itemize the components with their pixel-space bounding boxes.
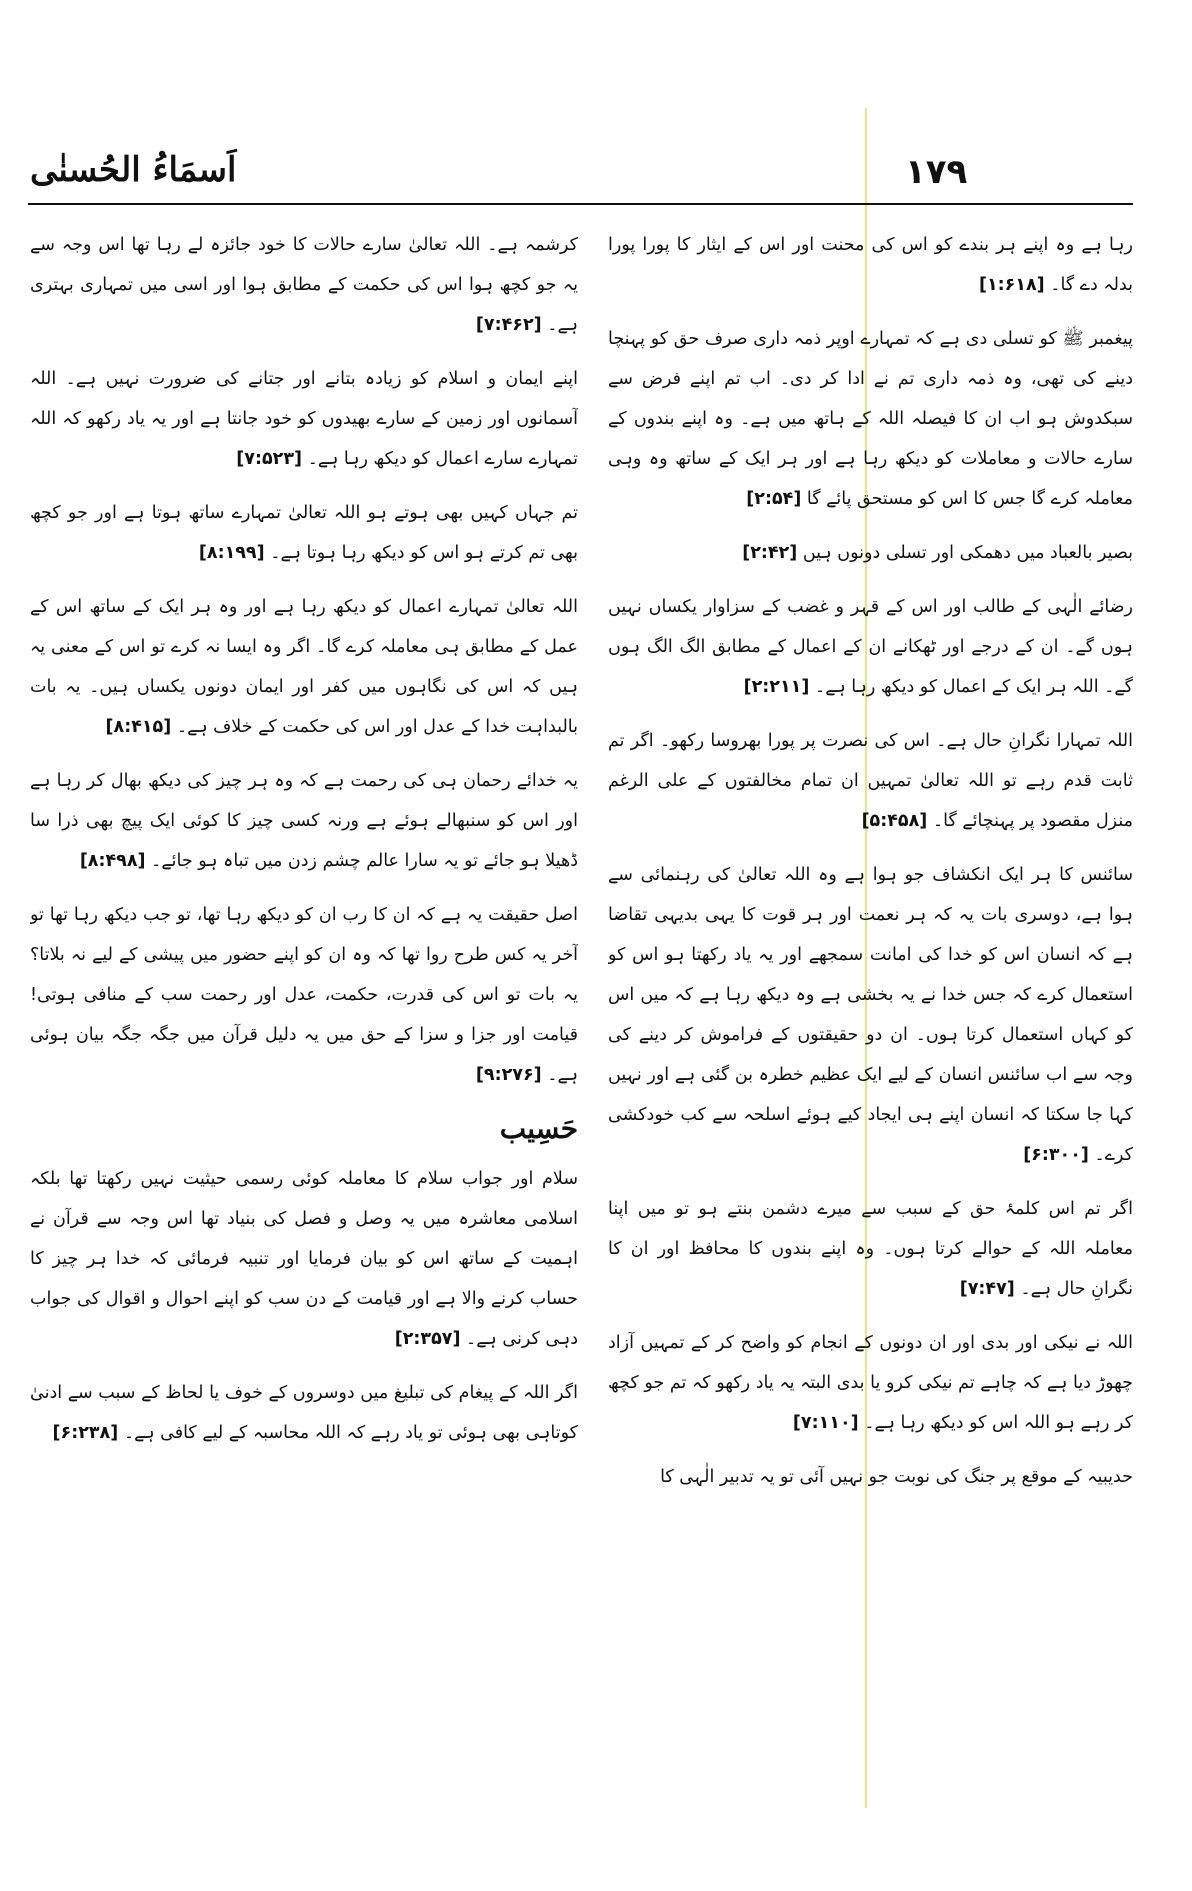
- paragraph: [608, 225, 1133, 305]
- page-number: ۱۷۹: [905, 152, 968, 192]
- reference: [۷:۱۱۰]: [792, 1413, 859, 1433]
- paragraph-text: یہ خدائے رحمان ہی کی رحمت ہے کہ وہ ہر چیز کی دیکھ بھال کر رہا ہے اور اس کو سنبھالے ہوئے ہے ورنہ کسی چیز کا کوئی ایک پیچ بھی ذرا سا ڈھیلا ہو جائے تو یہ سارا عالم چشم زدن میں تباہ ہو جائے۔: [30, 771, 578, 871]
- section-heading: حَسِیب: [499, 1112, 578, 1145]
- paragraph-text: اگر تم اس کلمۂ حق کے سبب سے میرے دشمن بنتے ہو تو میں اپنا معاملہ اللہ کے حوالے کرتا ہوں۔ وہ اپنے بندوں کا محافظ اور ان کا نگرانِ حال ہے۔: [608, 1199, 1133, 1299]
- paragraph-text: اپنے ایمان و اسلام کو زیادہ بتانے اور جتانے کی ضرورت نہیں ہے۔ اللہ آسمانوں اور زمین کے سارے بھیدوں کو خود جانتا ہے اور یہ یاد رکھو کہ اللہ تمہارے سارے اعمال کو دیکھ رہا ہے۔: [30, 369, 578, 469]
- reference: [۲:۲۱۱]: [743, 677, 810, 697]
- paragraph: [608, 855, 1133, 1175]
- paragraph-text: رہا ہے وہ اپنے ہر بندے کو اس کی محنت اور اس کے ایثار کا پورا پورا بدلہ دے گا۔: [608, 235, 1133, 295]
- paragraph-text: اگر اللہ کے پیغام کی تبلیغ میں دوسروں کے خوف یا لحاظ کے سبب سے ادنیٰ کوتاہی بھی ہوئی تو یاد رہے کہ اللہ محاسبہ کے لیے کافی ہے۔: [30, 1383, 578, 1443]
- reference: [۸:۴۹۸]: [79, 851, 146, 871]
- paragraph-text: پیغمبر ﷺ کو تسلی دی ہے کہ تمہارے اوپر ذمہ داری صرف حق کو پہنچا دینے کی تھی، وہ ذمہ داری تم نے ادا کر دی۔ اب تم اپنے فرض سے سبکدوش ہو اب ان کا فیصلہ اللہ کے ہاتھ میں ہے۔ وہ اپنے بندوں کے سارے حالات و معاملات کو دیکھ رہا ہے اور ہر ایک کے ساتھ وہ وہی معاملہ کرے گا جس کا اس کو مستحق پائے گا: [608, 329, 1133, 509]
- paragraph: [608, 319, 1133, 519]
- paragraph-text: اللہ تمہارا نگرانِ حال ہے۔ اس کی نصرت پر پورا بھروسا رکھو۔ اگر تم ثابت قدم رہے تو اللہ تعالیٰ تمہیں ان تمام مخالفتوں کے علی الرغم منزل مقصود پر پہنچائے گا۔: [608, 731, 1133, 831]
- header-rule: [28, 203, 1133, 205]
- reference: [۸:۱۹۹]: [198, 543, 265, 563]
- paragraph: [608, 533, 1133, 573]
- reference: [۲:۳۵۷]: [394, 1329, 461, 1349]
- running-title: اَسمَاءُ الحُسنٰی: [30, 150, 237, 190]
- right-column: [608, 225, 1133, 1815]
- reference: [۲:۴۲]: [742, 543, 798, 563]
- paragraph-text: تم جہاں کہیں بھی ہوتے ہو اللہ تعالیٰ تمہارے ساتھ ہوتا ہے اور جو کچھ بھی تم کرتے ہو اس کو دیکھ رہا ہوتا ہے۔: [30, 503, 578, 563]
- paragraph: [30, 761, 578, 881]
- paragraph: [608, 1457, 1133, 1497]
- paragraph-text: رضائے الٰہی کے طالب اور اس کے قہر و غضب کے سزاوار یکساں نہیں ہوں گے۔ ان کے درجے اور ٹھکانے ان کے اعمال کے مطابق الگ الگ ہوں گے۔ اللہ ہر ایک کے اعمال کو دیکھ رہا ہے۔: [608, 597, 1133, 697]
- reference: [۷:۵۲۳]: [236, 449, 303, 469]
- paragraph-text: اللہ نے نیکی اور بدی اور ان دونوں کے انجام کو واضح کر کے تمہیں آزاد چھوڑ دیا ہے کہ چاہے تم نیکی کرو یا بدی البتہ یہ یاد رکھو کہ تم جو کچھ کر رہے ہو اللہ اس کو دیکھ رہا ہے۔: [608, 1333, 1133, 1433]
- paragraph-text: حدیبیہ کے موقع پر جنگ کی نوبت جو نہیں آئی تو یہ تدبیر الٰہی کا: [660, 1467, 1133, 1487]
- paragraph: [608, 1323, 1133, 1443]
- paragraph-text: اصل حقیقت یہ ہے کہ ان کا رب ان کو دیکھ رہا تھا، تو جب دیکھ رہا تھا تو آخر یہ کس طرح روا تھا کہ وہ ان کو اپنے حضور میں پیشی کے لیے نہ بلاتا؟ یہ بات تو اس کی قدرت، حکمت، عدل اور رحمت سب کے منافی ہوتی! قیامت اور جزا و سزا کے حق میں یہ دلیل قرآن میں جگہ جگہ بیان ہوئی ہے۔: [30, 905, 578, 1085]
- paragraph: [30, 587, 578, 747]
- paragraph-text: بصیر بالعباد میں دھمکی اور تسلی دونوں ہیں: [802, 543, 1133, 563]
- paragraph: [30, 225, 578, 345]
- left-column: [30, 225, 578, 1815]
- paragraph: [30, 1373, 578, 1453]
- paragraph: [608, 587, 1133, 707]
- paragraph: [30, 1159, 578, 1359]
- reference: [۵:۴۵۸]: [861, 811, 928, 831]
- paragraph: [30, 493, 578, 573]
- reference: [۹:۲۷۶]: [475, 1065, 542, 1085]
- paragraph: [30, 895, 578, 1095]
- paragraph: [608, 1189, 1133, 1309]
- paragraph-text: کرشمہ ہے۔ اللہ تعالیٰ سارے حالات کا خود جائزہ لے رہا تھا اس وجہ سے یہ جو کچھ ہوا اس کی حکمت کے مطابق ہوا اور اسی میں تمہاری بہتری ہے۔: [30, 235, 578, 335]
- reference: [۶:۳۰۰]: [1023, 1145, 1089, 1165]
- paragraph-text: سلام اور جواب سلام کا معاملہ کوئی رسمی حیثیت نہیں رکھتا تھا بلکہ اسلامی معاشرہ میں یہ وصل و فصل کی بنیاد تھا اس وجہ سے قرآن نے اہمیت کے ساتھ اس کو بیان فرمایا اور تنبیہ فرمائی کہ خدا ہر چیز کا حساب کرنے والا ہے اور قیامت کے دن سب کو اپنے احوال و اقوال کی جواب دہی کرنی ہے۔: [30, 1169, 578, 1349]
- paragraph: [30, 359, 578, 479]
- reference: [۶:۲۳۸]: [52, 1423, 119, 1443]
- paragraph-text: اللہ تعالیٰ تمہارے اعمال کو دیکھ رہا ہے اور وہ ہر ایک کے ساتھ اس کے عمل کے مطابق ہی معاملہ کرے گا۔ اگر وہ ایسا نہ کرے تو اس کے معنی یہ ہیں کہ اس کی نگاہوں میں کفر اور ایمان دونوں یکساں ہیں۔ یہ بات بالبداہت خدا کے عدل اور اس کی حکمت کے خلاف ہے۔: [30, 597, 578, 737]
- reference: [۱:۶۱۸]: [978, 275, 1045, 295]
- reference: [۲:۵۴]: [746, 489, 802, 509]
- reference: [۸:۴۱۵]: [105, 717, 172, 737]
- paragraph: [608, 721, 1133, 841]
- reference: [۷:۴۶۲]: [475, 315, 542, 335]
- reference: [۷:۴۷]: [959, 1279, 1015, 1299]
- paragraph-text: سائنس کا ہر ایک انکشاف جو ہوا ہے وہ اللہ تعالیٰ کی رہنمائی سے ہوا ہے، دوسری بات یہ کہ ہر نعمت اور ہر قوت کا یہی بدیہی تقاضا ہے کہ انسان اس کو خدا کی امانت سمجھے اور یہ یاد رکھتا ہو اس کو استعمال کرے کہ جس خدا نے یہ بخشی ہے وہ دیکھ رہا ہے کہ میں اس کو کہاں استعمال کرتا ہوں۔ ان دو حقیقتوں کے فراموش کر دینے کی وجہ سے اب سائنس انسان کے لیے ایک عظیم خطرہ بن گئی ہے اور نہیں کہا جا سکتا کہ انسان اپنے ہی ایجاد کیے ہوئے اسلحہ سے کب خودکشی کرے۔: [608, 865, 1133, 1165]
